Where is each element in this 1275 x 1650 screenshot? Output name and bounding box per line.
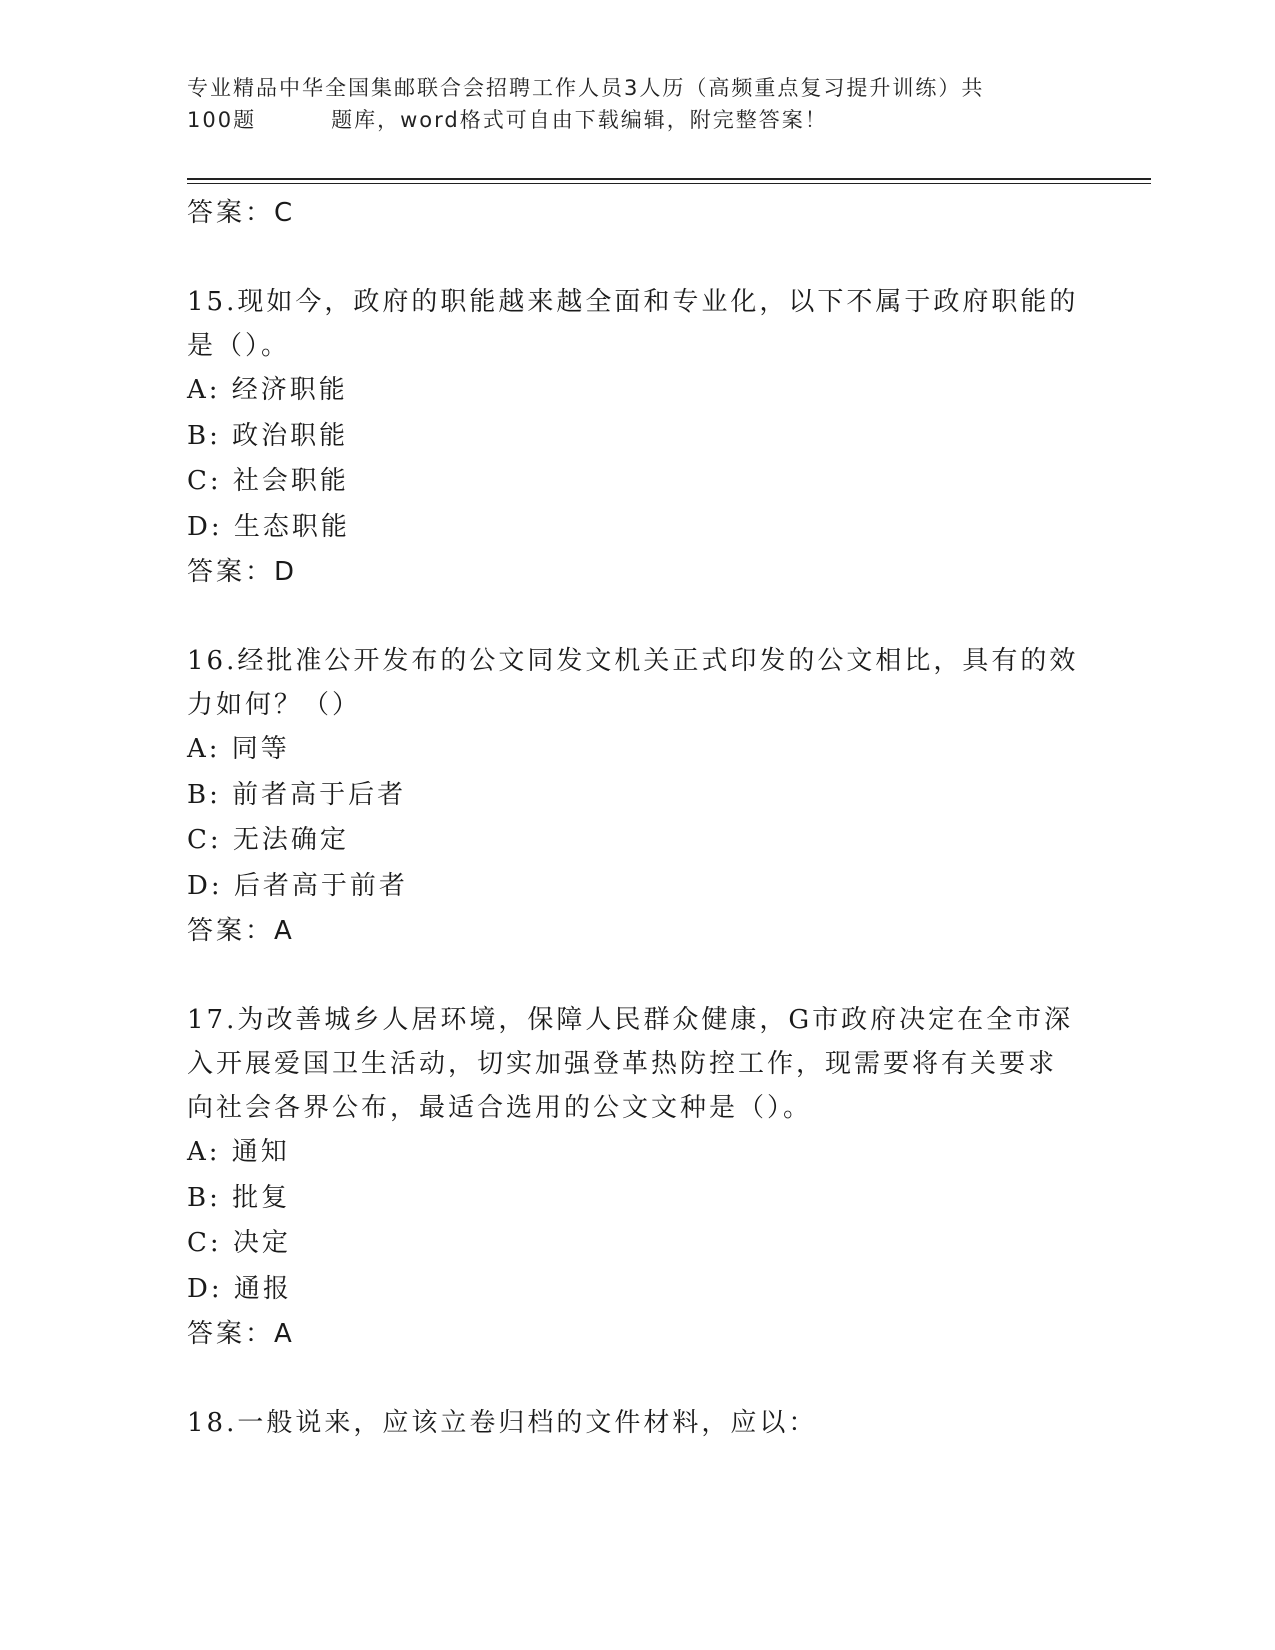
question-stem: 向社会各界公布，最适合选用的公文文种是（）。	[187, 1093, 813, 1123]
option-c: C: 决定	[187, 1228, 291, 1258]
question-18	[187, 1401, 1087, 1445]
option-d: D: 通报	[187, 1273, 292, 1304]
option-b: B: 批复	[187, 1182, 291, 1213]
answer-line: 答案：A	[187, 916, 295, 946]
option-a: A: 通知	[187, 1137, 290, 1167]
question-stem: 16.经批准公开发布的公文同发文机关正式印发的公文相比，具有的效	[187, 646, 1079, 676]
option-d: D: 生态职能	[187, 511, 350, 542]
header-line-2	[187, 104, 1067, 136]
question-15	[187, 280, 1087, 594]
option-b: B: 前者高于后者	[187, 779, 407, 810]
question-16	[187, 639, 1087, 953]
option-d: D: 后者高于前者	[187, 870, 408, 901]
option-b: B: 政治职能	[187, 420, 349, 451]
option-c: C: 无法确定	[187, 825, 349, 855]
option-a: A: 经济职能	[187, 375, 348, 405]
page-header	[187, 72, 1067, 136]
header-rule-thin	[187, 183, 1151, 184]
header-line-1: 专业精品中华全国集邮联合会招聘工作人员3人历（高频重点复习提升训练）共	[187, 76, 985, 100]
answer-line: 答案：D	[187, 557, 298, 587]
header-line-2-text: 题库，word格式可自由下载编辑，附完整答案！	[331, 108, 828, 132]
option-c: C: 社会职能	[187, 466, 349, 496]
answer-line: 答案：C	[187, 198, 296, 228]
question-list	[187, 191, 1087, 1445]
question-stem: 入开展爱国卫生活动，切实加强登革热防控工作，现需要将有关要求	[187, 1049, 1058, 1079]
question-stem: 15.现如今，政府的职能越来越全面和专业化，以下不属于政府职能的	[187, 287, 1079, 317]
question-stem: 17.为改善城乡人居环境，保障人民群众健康，G市政府决定在全市深	[187, 1005, 1074, 1035]
question-stem: 力如何？（）	[187, 690, 362, 720]
option-a: A: 同等	[187, 734, 290, 764]
header-line-2-count: 100题	[187, 108, 257, 132]
question-17	[187, 998, 1087, 1356]
question-stem: 18.一般说来，应该立卷归档的文件材料，应以：	[187, 1408, 818, 1438]
question-stem: 是（）。	[187, 331, 291, 361]
answer-line: 答案：A	[187, 1319, 295, 1349]
header-rule-thick	[187, 178, 1151, 180]
